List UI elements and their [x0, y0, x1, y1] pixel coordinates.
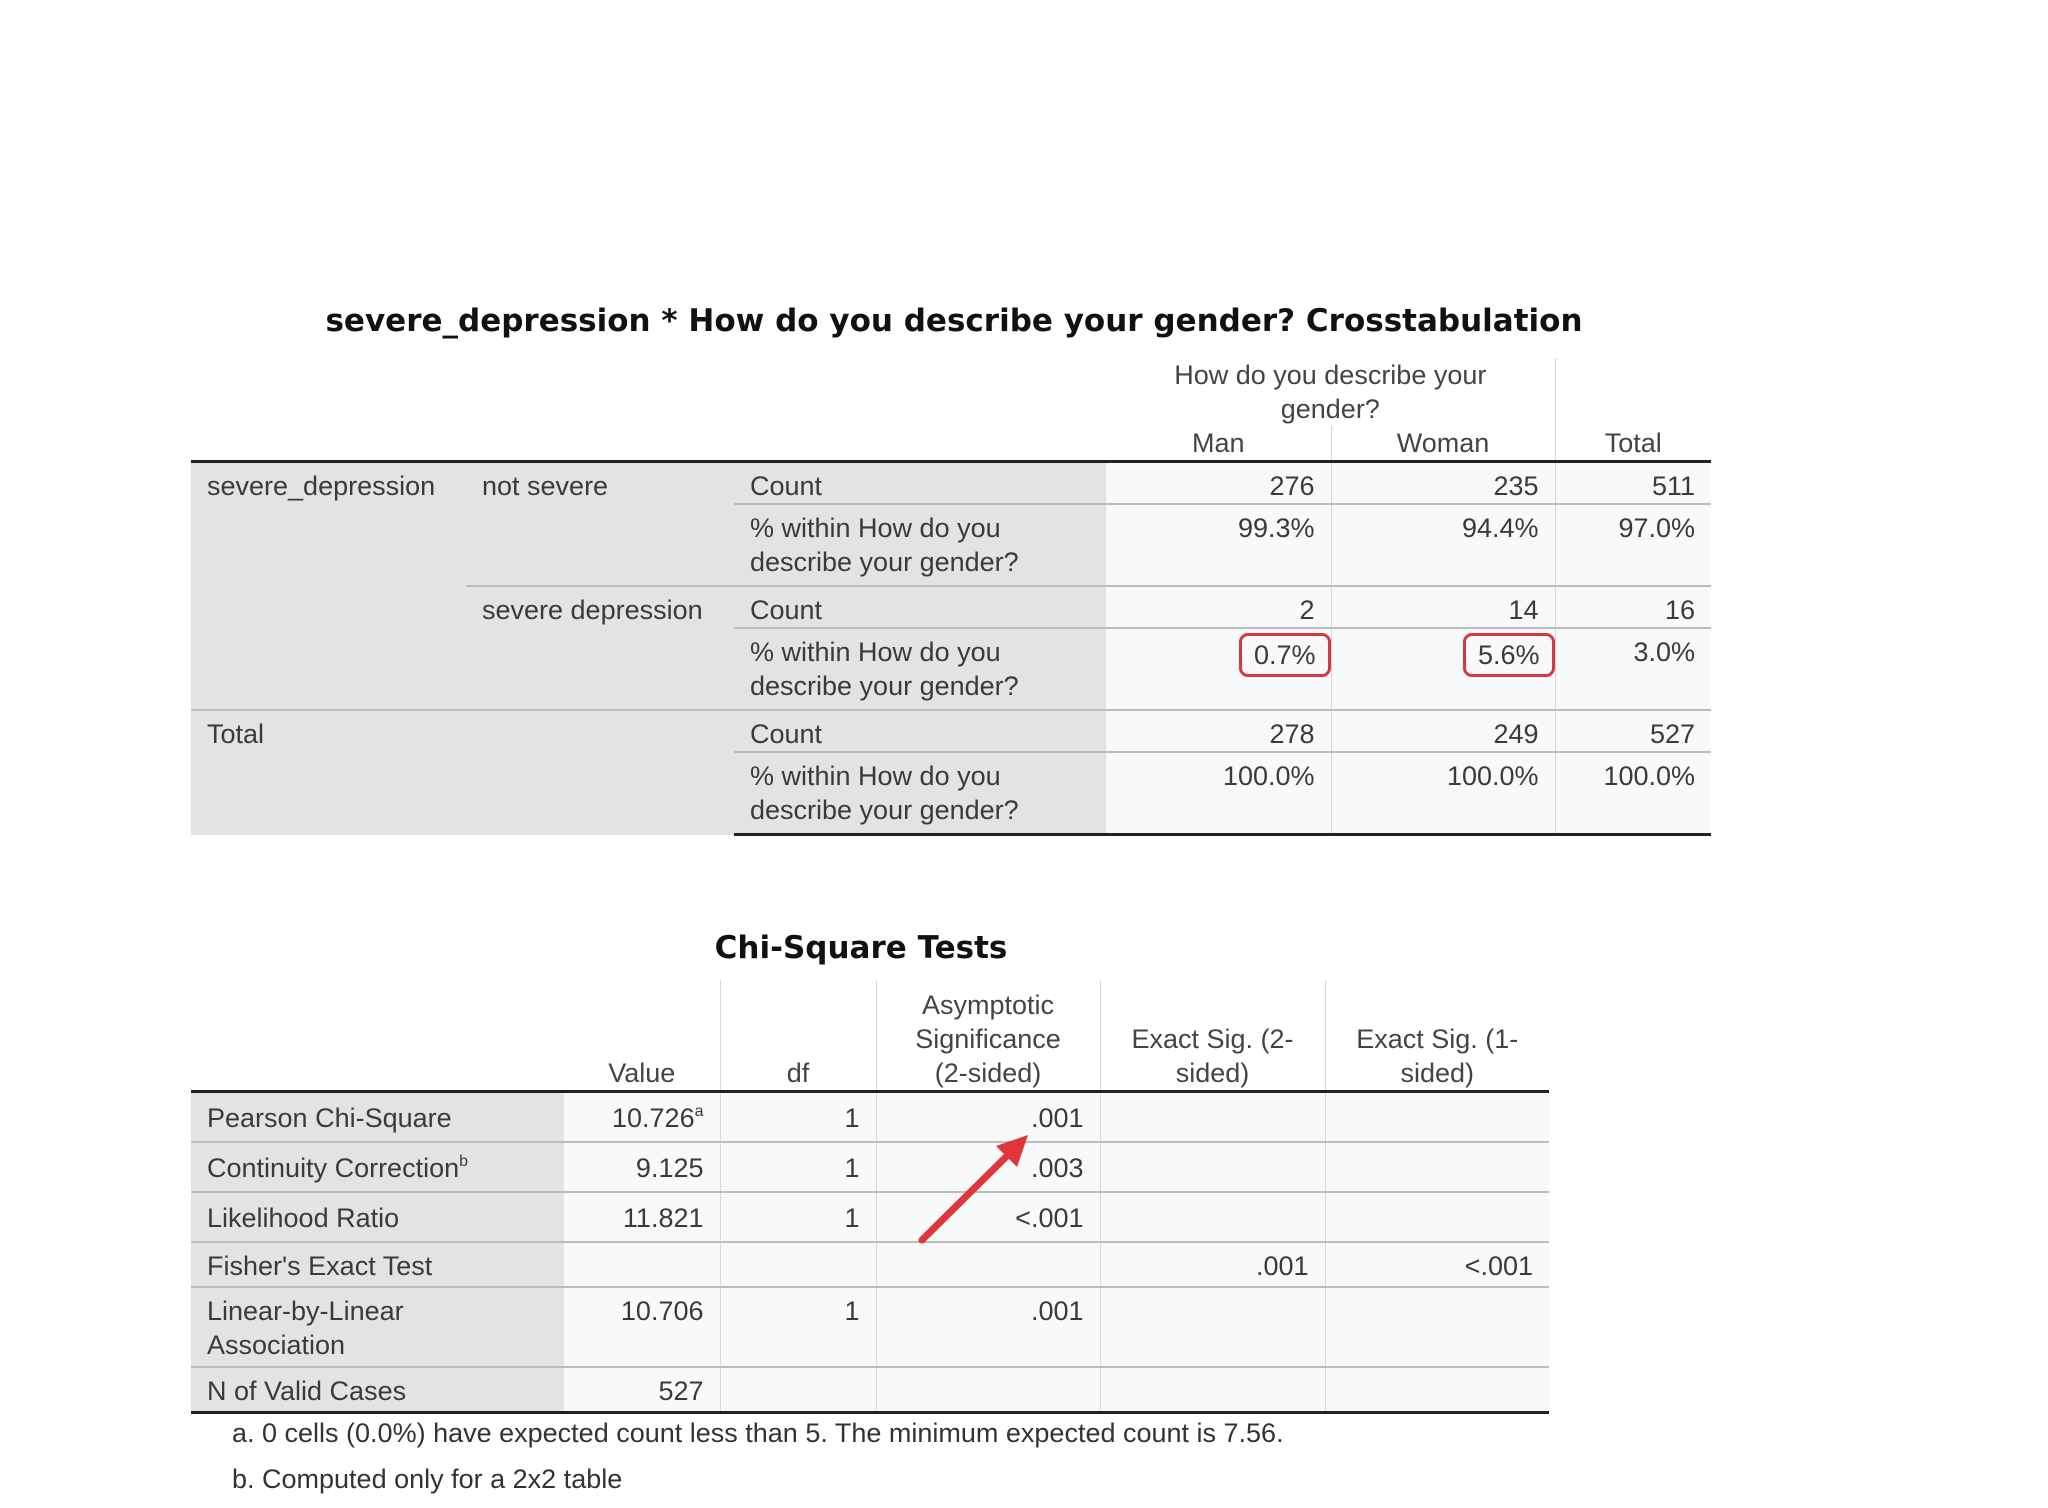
col-header-asym: Asymptotic Significance (2-sided) — [876, 980, 1100, 1092]
cell-value: 14 — [1331, 586, 1555, 628]
col-header-man: Man — [1106, 426, 1331, 462]
cell-value: 511 — [1555, 462, 1711, 505]
cell-value: 10.726 — [612, 1103, 695, 1133]
cell-value — [1325, 1287, 1549, 1367]
cell-value: 11.821 — [564, 1192, 720, 1242]
crosstab-table — [191, 358, 1711, 836]
row-group-label: not severe — [466, 462, 734, 587]
cell-value: 1 — [720, 1192, 876, 1242]
cell-value — [1100, 1367, 1325, 1413]
table-row — [191, 1142, 1549, 1192]
cell-value: 10.706 — [564, 1287, 720, 1367]
row-group-label: severe depression — [466, 586, 734, 710]
col-header-value: Value — [564, 980, 720, 1092]
row-label: N of Valid Cases — [191, 1367, 564, 1413]
table-row — [191, 1287, 1549, 1367]
chisq-table — [191, 980, 1549, 1414]
row-label: Pearson Chi-Square — [207, 1103, 452, 1133]
cell-value — [1325, 1367, 1549, 1413]
table-row — [191, 1092, 1549, 1142]
cell-value — [564, 1242, 720, 1287]
cell-value: 278 — [1106, 710, 1331, 752]
cell-value: .001 — [1100, 1242, 1325, 1287]
cell-value: .001 — [876, 1287, 1100, 1367]
col-header-exact1: Exact Sig. (1-sided) — [1325, 980, 1549, 1092]
cell-value: <.001 — [876, 1192, 1100, 1242]
row-label: Linear-by-Linear Association — [191, 1287, 564, 1367]
cell-value — [720, 1367, 876, 1413]
highlight-box-man: 0.7% — [1239, 633, 1331, 677]
row-group-label: Total — [191, 710, 734, 835]
cell-value: 94.4% — [1331, 504, 1555, 586]
stat-label: Count — [734, 462, 1106, 505]
row-var-label: severe_depression — [191, 462, 466, 711]
cell-value: 100.0% — [1555, 752, 1711, 835]
cell-value — [1100, 1287, 1325, 1367]
table-row — [191, 710, 1711, 752]
cell-value — [1325, 1142, 1549, 1192]
col-header-woman: Woman — [1331, 426, 1555, 462]
cell-value — [1100, 1142, 1325, 1192]
stat-label: Count — [734, 586, 1106, 628]
stat-label: % within How do you describe your gender? — [734, 628, 1106, 710]
cell-value: 16 — [1555, 586, 1711, 628]
footnote-marker: b — [459, 1152, 469, 1170]
table-row — [191, 462, 1711, 505]
cell-value: 1 — [720, 1287, 876, 1367]
crosstab-title: severe_depression * How do you describe your gender? Crosstabulation — [325, 303, 1583, 339]
col-header-total: Total — [1555, 426, 1711, 462]
cell-value: 527 — [1555, 710, 1711, 752]
cell-value — [1325, 1192, 1549, 1242]
cell-value: 276 — [1106, 462, 1331, 505]
stat-label: Count — [734, 710, 1106, 752]
chisq-title: Chi-Square Tests — [714, 930, 1008, 966]
cell-value — [1325, 1092, 1549, 1142]
row-label: Likelihood Ratio — [191, 1192, 564, 1242]
annotation-arrow-icon — [900, 1120, 1060, 1260]
cell-value: <.001 — [1325, 1242, 1549, 1287]
stat-label: % within How do you describe your gender? — [734, 504, 1106, 586]
footnote-b: b. Computed only for a 2x2 table — [232, 1464, 623, 1494]
cell-value — [1100, 1092, 1325, 1142]
cell-value: .001 — [876, 1092, 1100, 1142]
cell-value: 100.0% — [1106, 752, 1331, 835]
footnote-a: a. 0 cells (0.0%) have expected count less than 5. The minimum expected count is 7.56. — [232, 1418, 1284, 1448]
highlight-box-woman: 5.6% — [1463, 633, 1555, 677]
cell-value: 1 — [720, 1142, 876, 1192]
row-label: Fisher's Exact Test — [191, 1242, 564, 1287]
cell-value: 1 — [720, 1092, 876, 1142]
table-row — [191, 1242, 1549, 1287]
cell-value: 249 — [1331, 710, 1555, 752]
cell-value: 527 — [564, 1367, 720, 1413]
cell-value — [876, 1367, 1100, 1413]
cell-value: 97.0% — [1555, 504, 1711, 586]
table-row — [191, 1367, 1549, 1413]
table-row — [191, 1192, 1549, 1242]
cell-value: 235 — [1331, 462, 1555, 505]
cell-value: .003 — [876, 1142, 1100, 1192]
cell-value — [720, 1242, 876, 1287]
stat-label: % within How do you describe your gender? — [734, 752, 1106, 835]
cell-value: 100.0% — [1331, 752, 1555, 835]
cell-value: 2 — [1106, 586, 1331, 628]
col-header-exact2: Exact Sig. (2-sided) — [1100, 980, 1325, 1092]
cell-value: 99.3% — [1106, 504, 1331, 586]
footnote-marker: a — [694, 1103, 704, 1120]
cell-value: 3.0% — [1555, 628, 1711, 710]
cell-value — [1100, 1192, 1325, 1242]
col-header-df: df — [720, 980, 876, 1092]
cell-value: 9.125 — [564, 1142, 720, 1192]
gender-group-header: How do you describe your gender? — [1106, 358, 1555, 426]
row-label: Continuity Correction — [207, 1152, 460, 1183]
